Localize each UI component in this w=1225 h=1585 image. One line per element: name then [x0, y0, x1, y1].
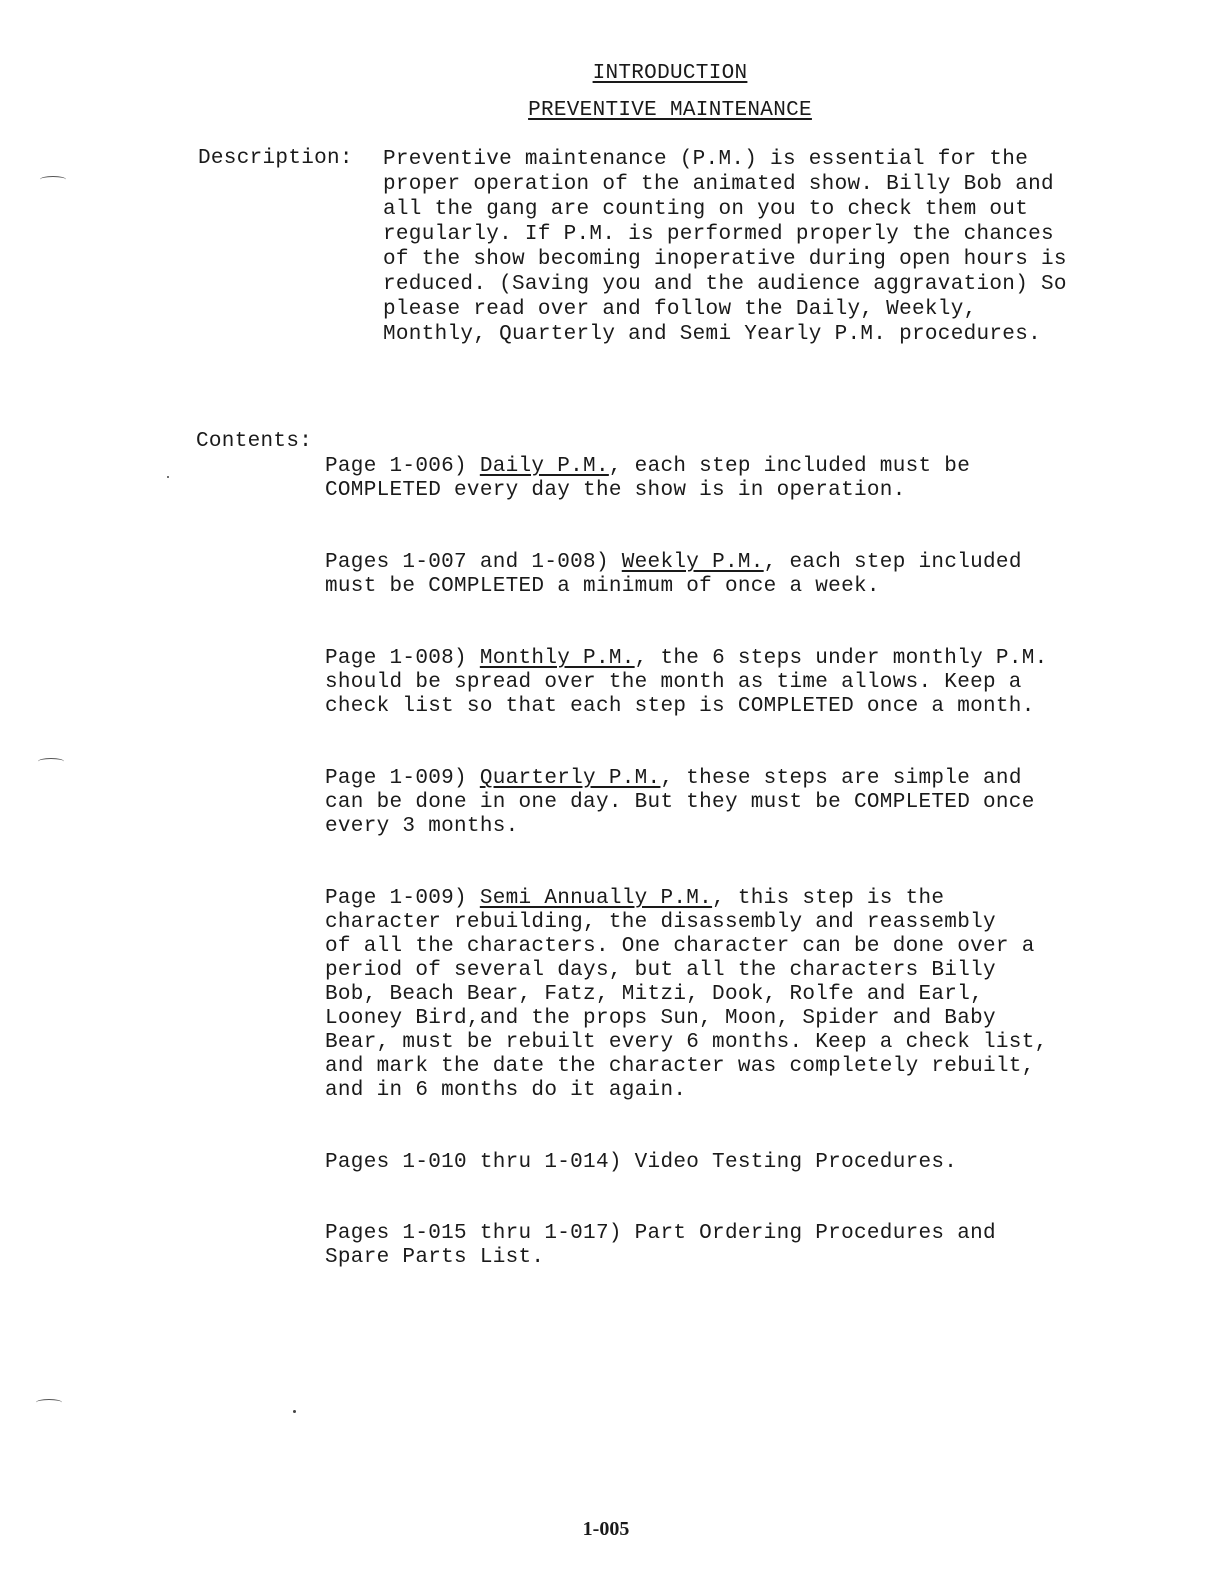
contents-entry-weekly	[325, 551, 1145, 599]
contents-entry-part-ordering	[325, 1222, 1145, 1270]
entry-prefix: Page 1-009)	[325, 887, 480, 910]
entry-prefix: Pages 1-010 thru 1-014) Video Testing Procedures.	[325, 1151, 958, 1174]
entry-term: Daily P.M.	[479, 455, 609, 478]
contents-entry-quarterly	[325, 767, 1145, 839]
document-subtitle: PREVENTIVE MAINTENANCE	[528, 99, 812, 122]
entry-term: Weekly P.M.	[621, 551, 764, 574]
entry-text: , each step included must be COMPLETED a minimum of once a week.	[325, 551, 1022, 598]
entry-text: , this step is the character rebuilding, the disassembly and reassembly of all the characters. One character can be done over a period of several days, but all the characters Billy Bob, Beach Bear, Fatz, Mitzi, Dook, Rolfe and Earl, Looney Bird,and the props Sun, Moon, Spider and Baby Bear, must be rebuilt every 6 months. Keep a check list, and mark the date the character was completely rebuilt, and in 6 months do it again.	[325, 887, 1048, 1102]
description-text: Preventive maintenance (P.M.) is essential for the proper operation of the animated show. Billy Bob and all the gang are counting on you to check them out regularly. If P.M. is performed properly the chances of the show becoming inoperative during open hours is reduced. (Saving you and the audience aggravation) So please read over and follow the Daily, Weekly, Monthly, Quarterly and Semi Yearly P.M. procedures.	[383, 148, 1067, 346]
scan-speck	[293, 1410, 296, 1413]
entry-text: , the 6 steps under monthly P.M. should be spread over the month as time allows. Keep a check list so that each step is COMPLETED once a month.	[325, 647, 1048, 718]
page-number: 1-005	[582, 1518, 630, 1540]
entry-prefix: Pages 1-015 thru 1-017) Part Ordering Procedures and Spare Parts List.	[325, 1222, 996, 1269]
entry-term: Monthly P.M.	[479, 647, 635, 670]
contents-entry-monthly	[325, 647, 1145, 719]
entry-term: Quarterly P.M.	[479, 767, 661, 790]
binder-hole-mark	[40, 176, 66, 183]
contents-entry-semi-annually	[325, 887, 1145, 1103]
contents-label: Contents:	[196, 430, 313, 453]
entry-text: , each step included must be COMPLETED every day the show is in operation.	[325, 455, 971, 502]
entry-prefix: Page 1-008)	[325, 647, 480, 670]
entry-prefix: Page 1-006)	[325, 455, 480, 478]
entry-text: , these steps are simple and can be done in one day. But they must be COMPLETED once every 3 months.	[325, 767, 1035, 838]
entry-prefix: Page 1-009)	[325, 767, 480, 790]
document-title: INTRODUCTION	[592, 62, 748, 85]
binder-hole-mark	[36, 1399, 62, 1406]
scan-speck	[167, 476, 169, 478]
contents-entry-daily	[325, 455, 1145, 503]
entry-term: Semi Annually P.M.	[479, 887, 713, 910]
binder-hole-mark	[38, 758, 64, 765]
description-label: Description:	[198, 147, 353, 170]
entry-prefix: Pages 1-007 and 1-008)	[325, 551, 622, 574]
contents-entry-video-testing	[325, 1151, 1145, 1175]
